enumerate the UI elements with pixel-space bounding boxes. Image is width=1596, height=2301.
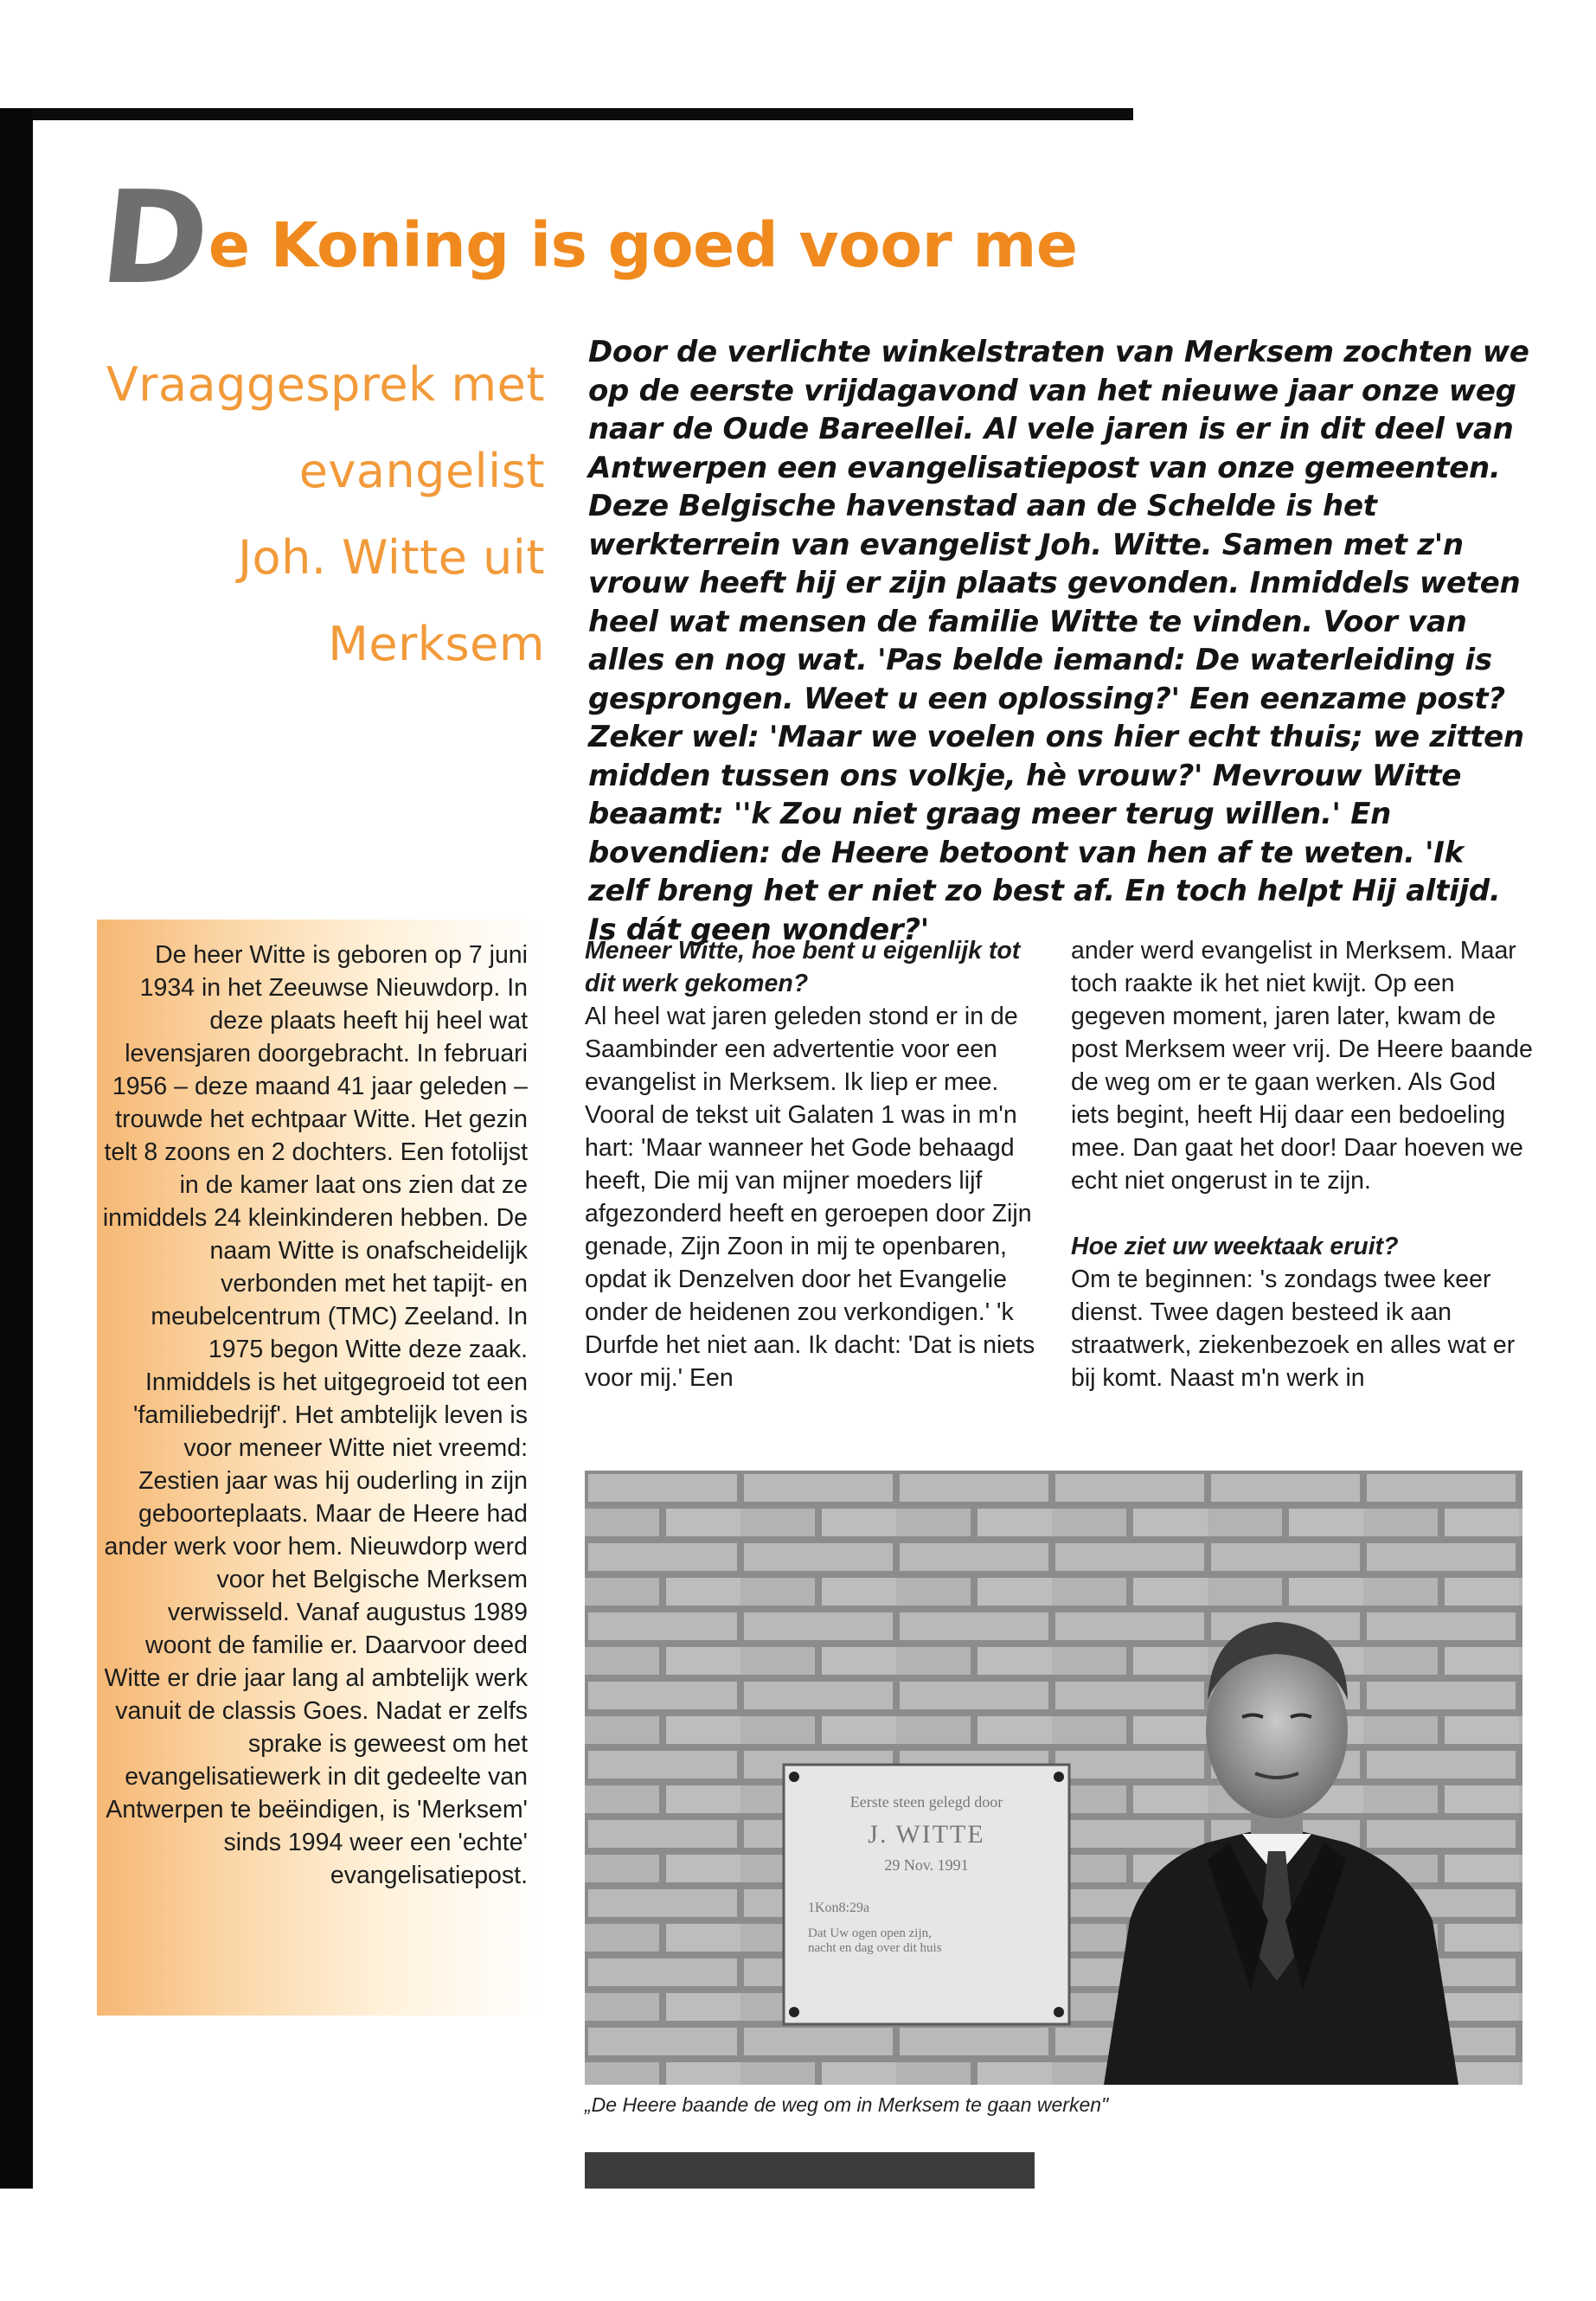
article-title [93, 163, 1078, 312]
answer-text: Om te beginnen: 's zondags twee keer dienst. Twee dagen besteed ik aan straatwerk, ziekenbezoek en alles wat er bij komt. Naast m'n werk in [1071, 1266, 1516, 1392]
plaque-date: 29 Nov. 1991 [884, 1856, 969, 1874]
plaque-verse: Dat Uw ogen open zijn, [808, 1926, 932, 1940]
plaque-verse: nacht en dag over dit huis [808, 1941, 942, 1955]
subtitle-line: evangelist [298, 444, 545, 498]
photo-caption: „De Heere baande de weg om in Merksem te gaan werken" [585, 2093, 1109, 2116]
question-heading: Hoe ziet uw weektaak eruit? [1071, 1233, 1399, 1260]
scan-top-rule [0, 108, 1133, 120]
plaque-reference: 1Kon8:29a [808, 1900, 870, 1915]
intro-paragraph: Door de verlichte winkelstraten van Merksem zochten we op de eerste vrijdagavond van het nieuwe jaar onze weg naar de Oude Bareellei. Al vele jaren is er in dit deel van Antwerpen een evangelisatiepost van onze gemeenten. Deze Belgische havenstad aan de Schelde is het werkterrein van evangelist Joh. Witte. Samen met z'n vrouw heeft hij er zijn plaats gevonden. Inmiddels weten heel wat mensen de familie Witte te vinden. Voor van alles en nog wat. 'Pas belde iemand: De waterleiding is gesprongen. Weet u een oplossing?' Een eenzame post? Zeker wel: 'Maar we voelen ons hier echt thuis; we zitten midden tussen ons volkje, hè vrouw?' Mevrouw Witte beaamt: ''k Zou niet graag meer terug willen.' En bovendien: de Heere betoont van hen af te weten. 'Ik zelf breng het er niet zo best af. En toch helpt Hij altijd. Is dát geen wonder?' [588, 335, 1529, 947]
subtitle-line: Vraaggesprek met [106, 357, 545, 412]
subtitle-line: Joh. Witte uit [238, 530, 545, 585]
subtitle [78, 342, 545, 688]
plaque-name: J. WITTE [868, 1820, 985, 1849]
sidebar-text: De heer Witte is geboren op 7 juni 1934 in het Zeeuwse Nieuwdorp. In deze plaats heeft hij heel wat levensjaren doorgebracht. In februari 1956 – deze maand 41 jaar geleden – trouwde het echtpaar Witte. Het gezin telt 8 zoons en 2 dochters. Een fotolijst in de kamer laat ons zien dat ze inmiddels 24 kleinkinderen hebben. De naam Witte is onafscheidelijk verbonden met het tapijt- en meubelcentrum (TMC) Zeeland. In 1975 begon Witte deze zaak. Inmiddels is het uitgegroeid tot een 'familiebedrijf'. Het ambtelijk leven is voor meneer Witte niet vreemd: Zestien jaar was hij ouderling in zijn geboorteplaats. Maar de Heere had ander werk voor hem. Nieuwdorp werd voor het Belgische Merksem verwisseld. Vanaf augustus 1989 woont de familie er. Daarvoor deed Witte er drie jaar lang al ambtelijk werk vanuit de classis Goes. Nadat er zelfs sprake is geweest om het evangelisatiewerk in dit gedeelte van Antwerpen te beëindigen, is 'Merksem' sinds 1994 weer een 'echte' evangelisatiepost. [102, 941, 528, 1889]
scan-left-edge [0, 108, 33, 2189]
subtitle-line: Merksem [328, 617, 545, 671]
question-heading: Meneer Witte, hoe bent u eigenlijk tot dit werk gekomen? [585, 937, 1021, 997]
title-text: e Koning is goed voor me [208, 209, 1078, 281]
article-column-right [1071, 934, 1538, 1394]
plaque [792, 1778, 1061, 1956]
plaque-line: Eerste steen gelegd door [849, 1793, 1003, 1811]
next-photo-strip [585, 2152, 1035, 2189]
title-drop-cap: D [93, 163, 215, 312]
article-column-middle [585, 934, 1043, 1394]
biography-sidebar [97, 920, 543, 2016]
photo-witte-at-plaque [585, 1471, 1522, 2085]
answer-text: Al heel wat jaren geleden stond er in de Saambinder een advertentie voor een evangelist in Merksem. Ik liep er mee. Vooral de tekst uit Galaten 1 was in m'n hart: 'Maar wanneer het Gode behaagd heeft, Die mij van mijner moeders lijf afgezonderd heeft en geroepen door Zijn genade, Zijn Zoon in mij te openbaren, opdat ik Denzelven door het Evangelie onder de heidenen zou verkondigen.' 'k Durfde het niet aan. Ik dacht: 'Dat is niets voor mij.' Een [585, 1003, 1035, 1392]
answer-text-continued: ander werd evangelist in Merksem. Maar toch raakte ik het niet kwijt. Op een gegeven moment, jaren later, kwam de post Merksem weer vrij. De Heere baande de weg om er te gaan werken. Als God iets begint, heeft Hij daar een bedoeling mee. Dan gaat het door! Daar hoeven we echt niet ongerust in te zijn. [1071, 937, 1533, 1195]
